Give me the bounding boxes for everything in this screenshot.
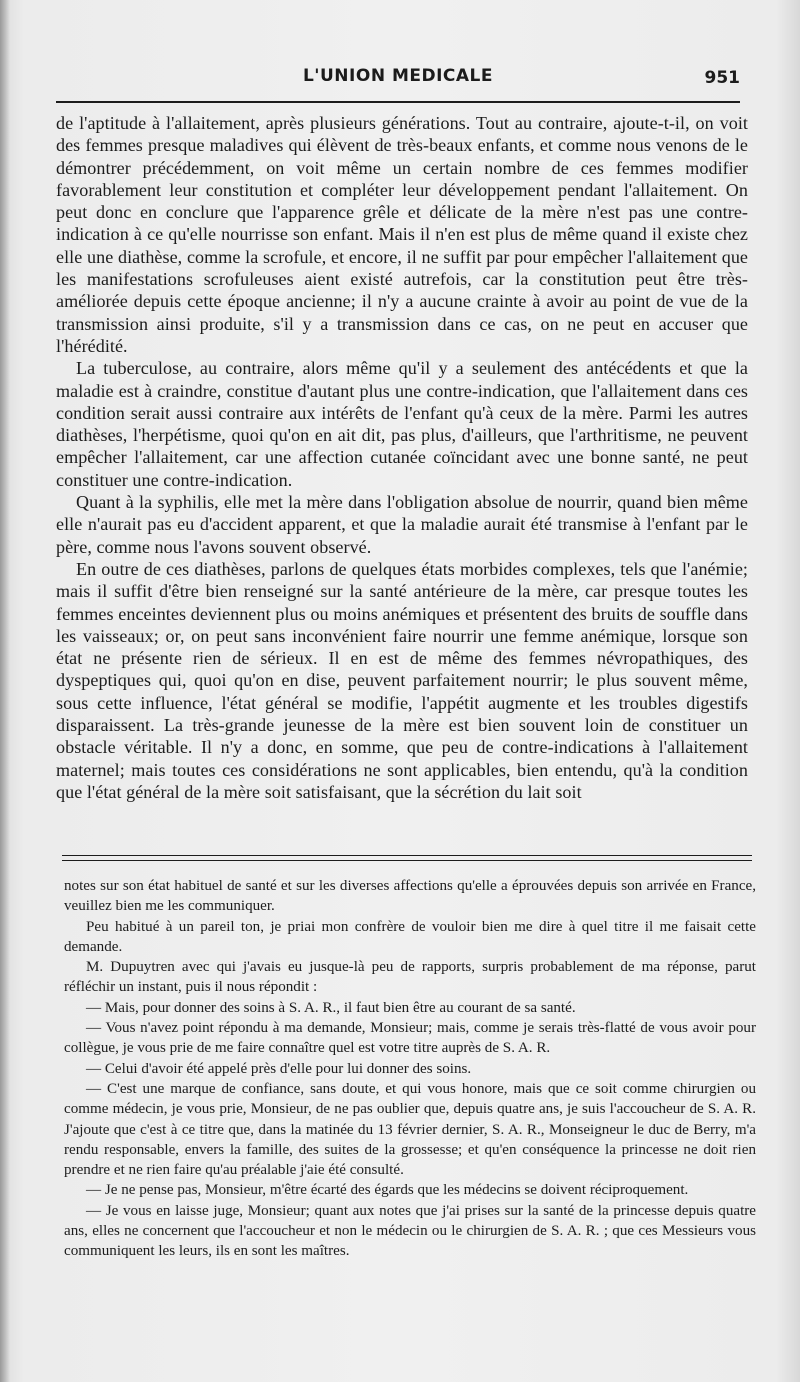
- running-title: L'UNION MEDICALE: [302, 66, 494, 86]
- body-paragraph: Quant à la syphilis, elle met la mère dans l'obligation absolue de nourrir, quand bien même elle n'aurait pas eu d'accident apparent, et que la maladie aurait été transmise à l'enfant par le père, comme nous l'avons souvent observé.: [56, 492, 748, 557]
- header-rule: [56, 101, 740, 103]
- footnote-separator: [62, 855, 752, 861]
- page-number: 951: [704, 68, 740, 88]
- footnote-paragraph: — Je ne pense pas, Monsieur, m'être écarté des égards que les médecins se doivent réciproquement.: [86, 1182, 689, 1199]
- footnote-paragraph: — Je vous en laisse juge, Monsieur; quant aux notes que j'ai prises sur la santé de la princesse depuis quatre ans, elles ne concernent que l'accoucheur et non le médecin ou le chirurgien de S. A. R. ; que ces Messieurs vous communiquent les leurs, ils en sont les maîtres.: [64, 1202, 756, 1260]
- body-paragraph: La tuberculose, au contraire, alors même qu'il y a seulement des antécédents et que la maladie est à craindre, constitue d'autant plus une contre-indication, que l'allaitement dans ces condition serait aussi contraire aux intérêts de l'enfant qu'à ceux de la mère. Parmi les autres diathèses, l'herpétisme, quoi qu'on en ait dit, pas plus, d'ailleurs, que l'arthritisme, ne peuvent empêcher l'allaitement, car une affection cutanée coïncidant avec une bonne santé, ne peut constituer une contre-indication.: [56, 358, 748, 490]
- footnote-paragraph: M. Dupuytren avec qui j'avais eu jusque-là peu de rapports, surpris probablement de ma réponse, parut réfléchir un instant, puis il nous répondit :: [64, 959, 756, 996]
- body-paragraph: En outre de ces diathèses, parlons de quelques états morbides complexes, tels que l'anémie; mais il suffit d'être bien renseigné sur la santé antérieure de la mère, car presque toutes les femmes enceintes deviennent plus ou moins anémiques et présentent des bruits de souffle dans les vaisseaux; or, on peut sans inconvénient faire nourrir une femme anémique, lorsque son état ne présente rien de sérieux. Il en est de même des femmes névropathiques, des dyspeptiques qui, quoi qu'on en dise, peuvent parfaitement nourrir; le plus souvent même, sous cette influence, l'état général se modifie, l'appétit augmente et les troubles digestifs disparaissent. La très-grande jeunesse de la mère est bien souvent loin de constituer un obstacle véritable. Il n'y a donc, en somme, que peu de contre-indications à l'allaitement maternel; mais toutes ces considérations ne sont applicables, bien entendu, qu'à la condition que l'état général de la mère soit satisfaisant, que la sécrétion du lait soit: [56, 558, 748, 802]
- body-paragraph: de l'aptitude à l'allaitement, après plusieurs générations. Tout au contraire, ajoute-t-il, on voit des femmes presque maladives qui élèvent de très-beaux enfants, et comme nous venons de le démontrer précédemment, on voit même un certain nombre de ces femmes modifier favorablement leur constitution et compléter leur développement pendant l'allaitement. On peut donc en conclure que l'apparence grêle et délicate de la mère n'est pas une contre-indication à ce qu'elle nourrisse son enfant. Mais il n'en est plus de même quand il existe chez elle une diathèse, comme la scrofule, et encore, il ne suffit par pour empêcher l'allaitement que les manifestations scrofuleuses aient existé autrefois, car la constitution peut être très-améliorée depuis cette époque ancienne; il n'y a aucune crainte à avoir au point de vue de la transmission ainsi produite, s'il y a transmission dans ce cas, on ne peut en accuser que l'hérédité.: [56, 113, 748, 356]
- page-header: [56, 66, 740, 96]
- page-gutter-shadow: [0, 0, 10, 1382]
- footnote-paragraph: — Vous n'avez point répondu à ma demande, Monsieur; mais, comme je serais très-flatté de vous avoir pour collègue, je vous prie de me faire connaître quel est votre titre auprès de S. A. R.: [64, 1020, 756, 1057]
- footnote-paragraph: Peu habitué à un pareil ton, je priai mon confrère de vouloir bien me dire à quel titre il me faisait cette demande.: [64, 918, 756, 955]
- footnote-paragraph: — C'est une marque de confiance, sans doute, et qui vous honore, mais que ce soit comme chirurgien ou comme médecin, je vous prie, Monsieur, de ne pas oublier que, depuis quatre ans, je suis l'accoucheur de S. A. R. J'ajoute que c'est à ce titre que, dans la matinée du 13 février dernier, S. A. R., Monseigneur le duc de Berry, m'a rendu responsable, envers la famille, des suites de la grossesse; et qu'en conséquence la princesse ne doit rien prendre et ne rien faire qu'au préalable j'aie été consulté.: [64, 1080, 756, 1179]
- main-text: [56, 112, 748, 803]
- footnote-paragraph: — Mais, pour donner des soins à S. A. R., il faut bien être au courant de sa santé.: [86, 999, 576, 1016]
- footnote-paragraph: notes sur son état habituel de santé et sur les diverses affections qu'elle a éprouvées depuis son arrivée en France, veuillez bien me les communiquer.: [64, 878, 756, 915]
- footnotes: [64, 876, 756, 1262]
- footnote-paragraph: — Celui d'avoir été appelé près d'elle pour lui donner des soins.: [86, 1060, 472, 1077]
